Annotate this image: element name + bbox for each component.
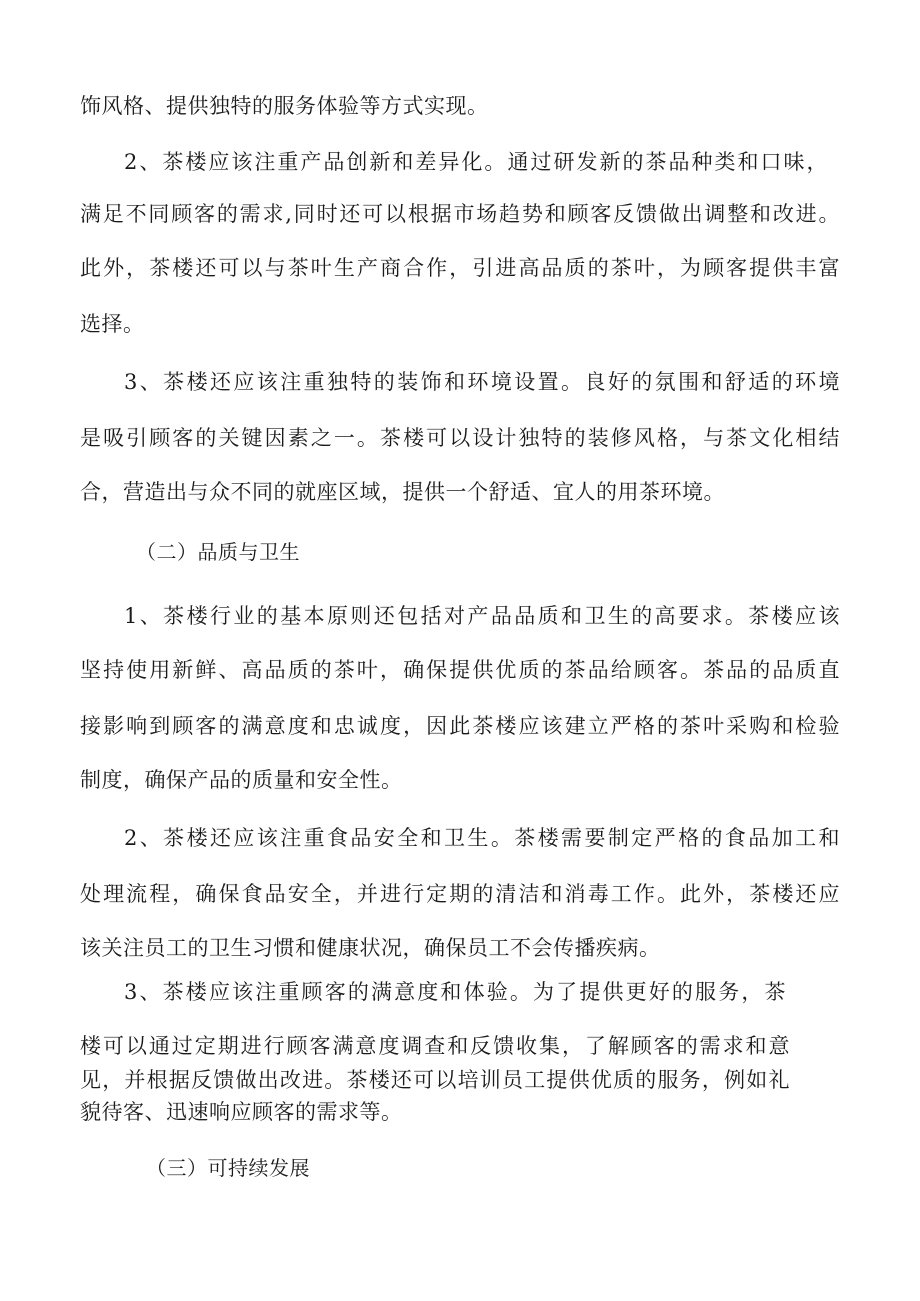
paragraph-line: 3、茶楼还应该注重独特的装饰和环境设置。良好的氛围和舒适的环境 [124,370,840,394]
paragraph-line: 1、茶楼行业的基本原则还包括对产品品质和卫生的高要求。茶楼应该 [124,604,840,628]
paragraph-line: 满足不同顾客的需求,同时还可以根据市场趋势和顾客反馈做出调整和改进。 [80,202,840,226]
paragraph-line: 合，营造出与众不同的就座区域，提供一个舒适、宜人的用茶环境。 [80,480,725,504]
paragraph-line: 此外，茶楼还可以与茶叶生产商合作，引进高品质的茶叶，为顾客提供丰富 [80,256,840,280]
paragraph-line: 楼可以通过定期进行顾客满意度调查和反馈收集，了解顾客的需求和意 [80,1034,790,1058]
paragraph-line: 选择。 [80,312,145,336]
paragraph-line: 是吸引顾客的关键因素之一。茶楼可以设计独特的装修风格，与茶文化相结 [80,426,840,450]
paragraph-line: 坚持使用新鲜、高品质的茶叶，确保提供优质的茶品给顾客。茶品的品质直 [80,658,840,682]
paragraph-line: 该关注员工的卫生习惯和健康状况，确保员工不会传播疾病。 [80,936,661,960]
paragraph-line: 制度，确保产品的质量和安全性。 [80,768,403,792]
paragraph-line: 3、茶楼应该注重顾客的满意度和体验。为了提供更好的服务，茶 [124,980,786,1004]
paragraph-line: 接影响到顾客的满意度和忠诚度，因此茶楼应该建立严格的茶叶采购和检验 [80,714,840,738]
paragraph-line: 处理流程，确保食品安全，并进行定期的清洁和消毒工作。此外，茶楼还应 [80,882,840,906]
paragraph-line: 2、茶楼应该注重产品创新和差异化。通过研发新的茶品种类和口味， [124,150,828,174]
paragraph-intro-tail: 饰风格、提供独特的服务体验等方式实现。 [80,94,489,118]
paragraph-line: 貌待客、迅速响应顾客的需求等。 [80,1100,403,1124]
paragraph-line: 见，并根据反馈做出改进。茶楼还可以培训员工提供优质的服务，例如礼 [80,1068,790,1092]
paragraph-line: 2、茶楼还应该注重食品安全和卫生。茶楼需要制定严格的食品加工和 [124,826,840,850]
section-heading-quality-hygiene: （二）品质与卫生 [136,540,300,564]
section-heading-sustainability: （三）可持续发展 [146,1156,310,1180]
